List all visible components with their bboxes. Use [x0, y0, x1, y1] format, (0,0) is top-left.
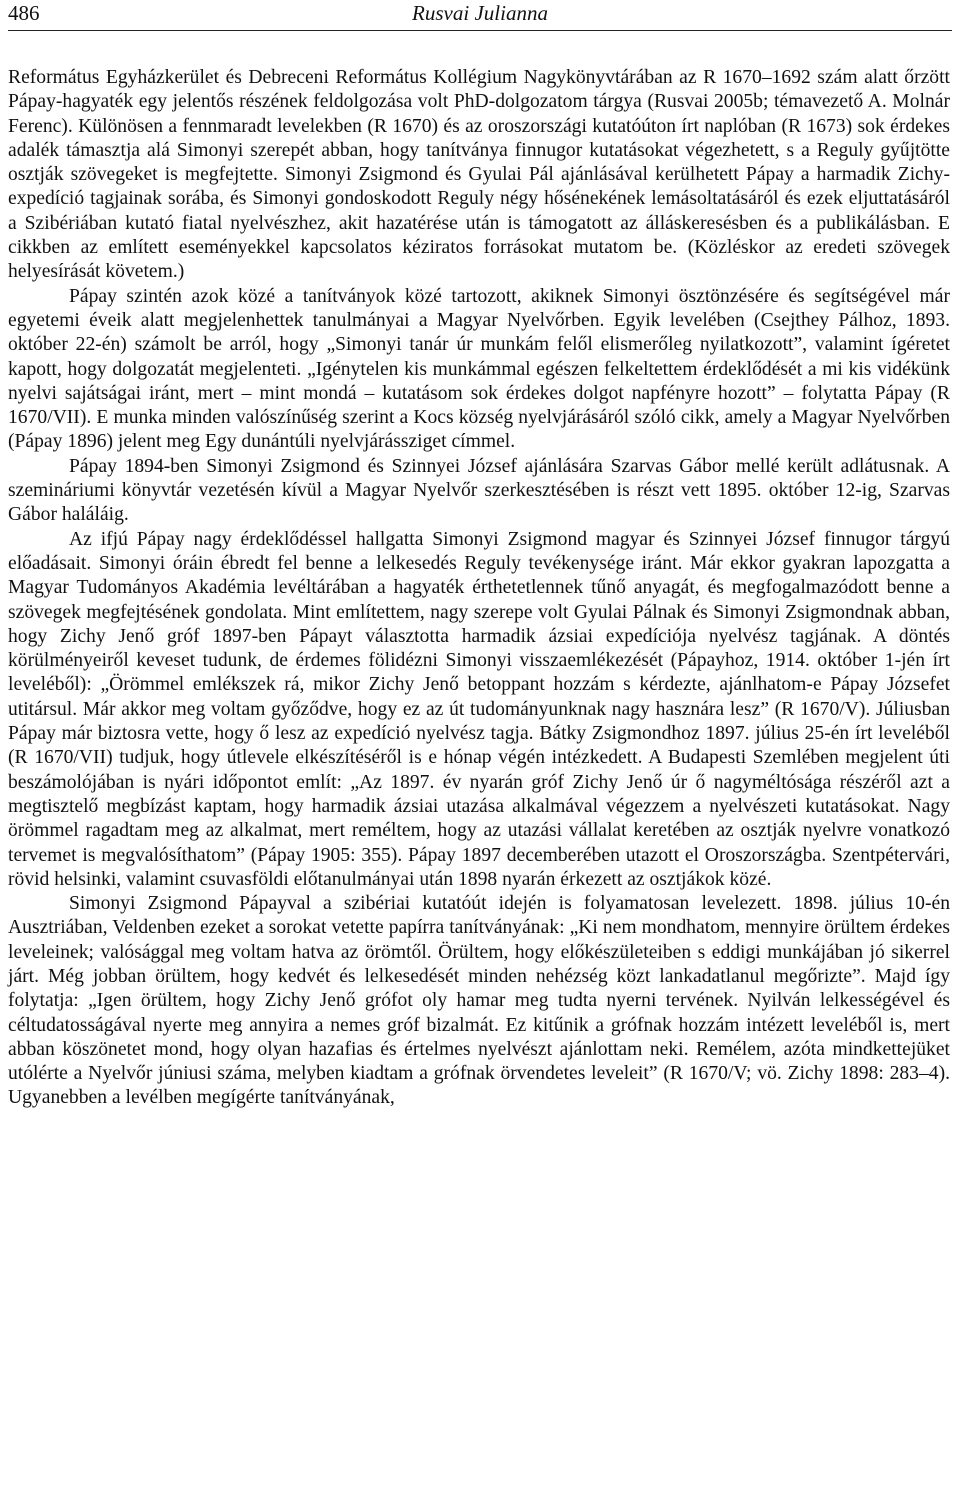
paragraph: Az ifjú Pápay nagy érdeklődéssel hallgatta Simonyi Zsigmond magyar és Szinnyei József finnugor tárgyú előadásait. Simonyi óráin ébredt fel benne a lelkesedés Reguly tevékenysége iránt. Már ekkor gyakran lapozgatta a Magyar Tudományos Akadémia levéltárában a hagyaték érthetetlennek tűnő anyagát, és megfogalmazódott benne a szövegek megfejtésének gondolata. Mint említettem, nagy szerepe volt Gyulai Pálnak és Simonyi Zsigmondnak abban, hogy Zichy Jenő gróf 1897-ben Pápayt választotta harmadik ázsiai expedíciója nyelvész tagjának. A döntés körülményeiről keveset tudunk, de érdemes fölidézni Simonyi visszaemlékezését (Pápayhoz, 1914. október 1-jén írt leveléből): „Örömmel emlékszek rá, mikor Zichy Jenő betoppant hozzám s kérdezte, ajánlhatom-e Pápay Józsefet utitársul. Már akkor meg voltam győződve, hogy ez az út tudományunknak nagy hasznára lesz” (R 1670/V). Júliusban Pápay már biztosra vette, hogy ő lesz az expedíció nyelvész tagja. Bátky Zsigmondhoz 1897. július 25-én írt leveléből (R 1670/VII) tudjuk, hogy útlevele elkészítéséről is e hónap végén intézkedett. A Budapesti Szemlében megjelent úti beszámolójában is nyári időpontot említ: „Az 1897. év nyarán gróf Zichy Jenő úr ő nagyméltósága részéről azt a megtisztelő megbízást kaptam, hogy harmadik ázsiai utazása alkalmával végezzem a nyelvészeti kutatásokat. Nagy örömmel ragadtam meg az alkalmat, mert reméltem, hogy az utazási vállalat keretében az osztják nyelvre vonatkozó tervemet is megvalósíthatom” (Pápay 1905: 355). Pápay 1897 decemberében utazott el Oroszországba. Szentpétervári, rövid helsinki, valamint csuvasföldi előtanulmányai után 1898 nyarán érkezett az osztjákok közé.: [8, 528, 950, 890]
page-header: [8, 0, 952, 31]
paragraph: Pápay 1894-ben Simonyi Zsigmond és Szinnyei József ajánlására Szarvas Gábor mellé került adlátusnak. A szemináriumi könyvtár vezetésén kívül a Magyar Nyelvőr szerkesztésében is részt vett 1895. október 12-ig, Szarvas Gábor haláláig.: [8, 455, 950, 526]
page-number: 486: [8, 1, 40, 25]
body-text: [8, 66, 950, 1111]
paragraph: Simonyi Zsigmond Pápayval a szibériai kutatóút idején is folyamatosan levelezett. 1898. július 10-én Ausztriában, Veldenben ezeket a sorokat vetette papírra tanítványának: „Ki nem mondhatom, mennyire örültem érdekes leveleinek; valósággal meg voltam hatva az örömtől. Örültem, hogy előkészületeiben s eddigi munkájában jó sikerrel járt. Még jobban örültem, hogy kedvét és lelkesedését minden nehézség közt lankadatlanul megőrizte”. Majd így folytatja: „Igen örültem, hogy Zichy Jenő grófot oly hamar meg tudta nyerni tervének. Nyilván lelkességével és céltudatosságával nyerte meg annyira a nemes gróf bizalmát. Ez kitűnik a grófnak hozzám intézett leveléből is, mert abban köszönetet mond, hogy olyan hazafias és értelmes nyelvészt ajánlottam neki. Remélem, azóta mindkettejüket utólérte a Nyelvőr júniusi száma, melyben kiadtam a grófnak örvendetes leveleit” (R 1670/V; vö. Zichy 1898: 283–4). Ugyanebben a levélben megígérte tanítványának,: [8, 893, 950, 1109]
running-head-author: Rusvai Julianna: [412, 1, 548, 25]
paragraph: Pápay szintén azok közé a tanítványok közé tartozott, akiknek Simonyi ösztönzésére és segítségével már egyetemi éveik alatt megjelenhettek tanulmányai a Magyar Nyelvőrben. Egyik levelében (Csejthey Pálhoz, 1893. október 22-én) számolt be arról, hogy „Simonyi tanár úr munkám felől elismerőleg nyilatkozott”, valamint ígéretet kapott, hogy dolgozatát megjelenteti. „Igénytelen kis munkámmal egészen felkeltettem érdeklődését a mi kis vidékünk nyelvi sajátságai iránt, mert – mint mondá – kutatásom sok érdekes dolgot napfényre hozott” – folytatta Pápay (R 1670/VII). E munka minden valószínűség szerint a Kocs község nyelvjárásáról szóló cikk, amely a Magyar Nyelvőrben (Pápay 1896) jelent meg Egy dunántúli nyelvjárássziget címmel.: [8, 285, 950, 453]
paragraph: Református Egyházkerület és Debreceni Református Kollégium Nagykönyvtárában az R 1670–1692 szám alatt őrzött Pápay-hagyaték egy jelentős részének feldolgozása volt PhD-dolgozatom tárgya (Rusvai 2005b; témavezető A. Molnár Ferenc). Különösen a fennmaradt levelekben (R 1670) és az oroszországi kutatóúton írt naplóban (R 1673) sok érdekes adalék támasztja alá Simonyi szerepét abban, hogy tanítványa finnugor kutatásokat végezhetett, s a Reguly gyűjtötte osztják szövegeket is megfejtette. Simonyi Zsigmond és Gyulai Pál ajánlásával kerülhetett Pápay a harmadik Zichy-expedíció tagjainak sorába, és Simonyi gondoskodott Reguly négy hősénekének lemásoltatásáról és ezek eljuttatásáról a Szibériában kutató fiatal nyelvészhez, akit hazatérése után is támogatott az álláskeresésben és a publikálásban. E cikkben az említett eseményekkel kapcsolatos kéziratos forrásokat mutatom be. (Közléskor az eredeti szövegek helyesírását követem.): [8, 67, 950, 283]
